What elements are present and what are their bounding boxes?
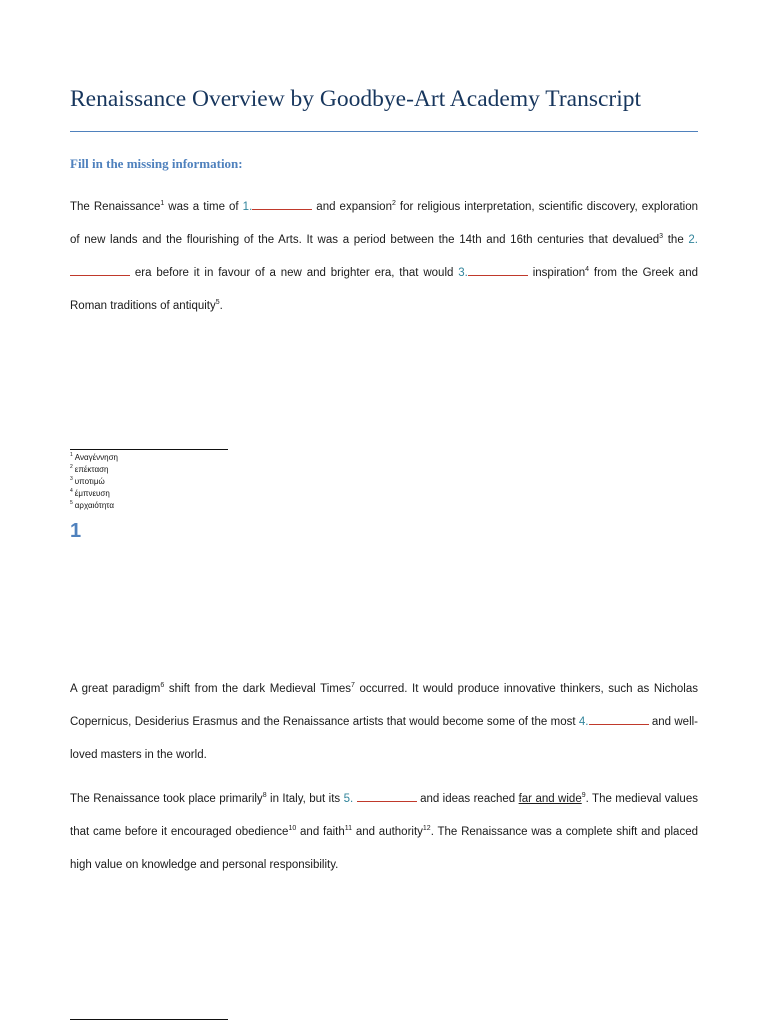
text-run: and ideas reached (416, 793, 519, 805)
blank-number: 2. (688, 234, 698, 246)
blank-line (468, 265, 528, 276)
text-run: and authority (352, 826, 423, 838)
text-run: was a time of (164, 201, 243, 213)
text-run: . The medieval values that came before it encouraged obedience (70, 793, 698, 838)
footnote-item (70, 452, 118, 464)
footnote-number: 5 (70, 500, 73, 507)
footnote-text: αρχαιότητα (74, 501, 114, 510)
footnote-separator (70, 449, 228, 450)
fill-in-blank (243, 201, 313, 213)
blank-line (357, 791, 417, 802)
footnote-marker: 3 (659, 233, 664, 241)
blank-line (252, 199, 312, 210)
blank-number: 5. (343, 793, 357, 805)
footnote-marker: 5 (215, 299, 220, 307)
footnote-marker: 11 (344, 825, 353, 833)
text-run: for religious interpretation, scientific discovery, exploration of new lands and the flourishing of the Arts. It was a period between the 14th and 16th centuries that devalued (70, 201, 699, 246)
paragraph-1 (70, 191, 698, 323)
footnote-separator-bottom (70, 1019, 228, 1020)
text-run: and expansion (312, 201, 392, 213)
footnote-number: 3 (70, 476, 73, 483)
footnote-text: υποτιμώ (74, 477, 105, 486)
blank-line (589, 714, 649, 725)
blank-number: 1. (242, 201, 253, 213)
paragraph-3 (70, 783, 698, 882)
footnotes-list (70, 452, 118, 512)
footnote-marker: 12 (422, 825, 431, 833)
footnote-marker: 7 (351, 682, 355, 690)
document-title: Renaissance Overview by Goodbye-Art Academy Transcript (70, 86, 642, 112)
text-run: era before it in favour of a new and brighter era, that would (130, 267, 459, 279)
footnote-text: Αναγέννηση (74, 453, 118, 462)
text-run: A great paradigm (70, 683, 161, 695)
fill-in-blank (579, 716, 649, 728)
title-divider (70, 131, 698, 132)
footnote-marker: 1 (160, 200, 165, 208)
text-run: shift from the dark Medieval Times (164, 683, 352, 695)
fill-in-blank (344, 793, 417, 805)
text-run: from the Greek and Roman traditions of antiquity (70, 267, 698, 312)
text-run: in Italy, but its (266, 793, 344, 805)
page-number: 1 (70, 520, 82, 542)
footnote-marker: 9 (581, 792, 586, 800)
instructions-heading: Fill in the missing information: (70, 156, 243, 171)
footnote-item (70, 464, 118, 476)
paragraph-2 (70, 673, 698, 772)
blank-number: 4. (578, 716, 589, 728)
text-run: The Renaissance (70, 201, 161, 213)
text-run: and well-loved masters in the world. (70, 716, 699, 761)
text-run: inspiration (527, 267, 586, 279)
blank-number: 3. (458, 267, 468, 279)
footnote-item (70, 500, 118, 512)
text-run: the (663, 234, 689, 246)
footnote-marker: 8 (262, 792, 267, 800)
footnote-item (70, 488, 118, 500)
footnote-marker: 10 (288, 825, 297, 833)
blank-line (70, 265, 130, 276)
footnote-number: 4 (70, 488, 73, 495)
text-run: . (219, 300, 223, 312)
text-run: and faith (296, 826, 345, 838)
text-run: The Renaissance took place primarily (70, 793, 263, 805)
footnote-marker: 4 (585, 266, 590, 274)
footnote-item (70, 476, 118, 488)
footnote-number: 2 (70, 464, 73, 471)
footnote-number: 1 (70, 452, 73, 459)
footnote-text: έμπνευση (74, 489, 110, 498)
text-run: . The Renaissance was a complete shift and placed high value on knowledge and personal responsibility. (70, 826, 698, 871)
underlined-phrase: far and wide (518, 793, 582, 805)
footnote-text: επέκταση (74, 465, 109, 474)
fill-in-blank (458, 267, 528, 279)
footnote-marker: 6 (160, 682, 165, 690)
text-run: occurred. It would produce innovative thinkers, such as Nicholas Copernicus, Desiderius Erasmus and the Renaissance artists that would become some of the most (70, 683, 698, 728)
footnote-marker: 2 (391, 200, 396, 208)
